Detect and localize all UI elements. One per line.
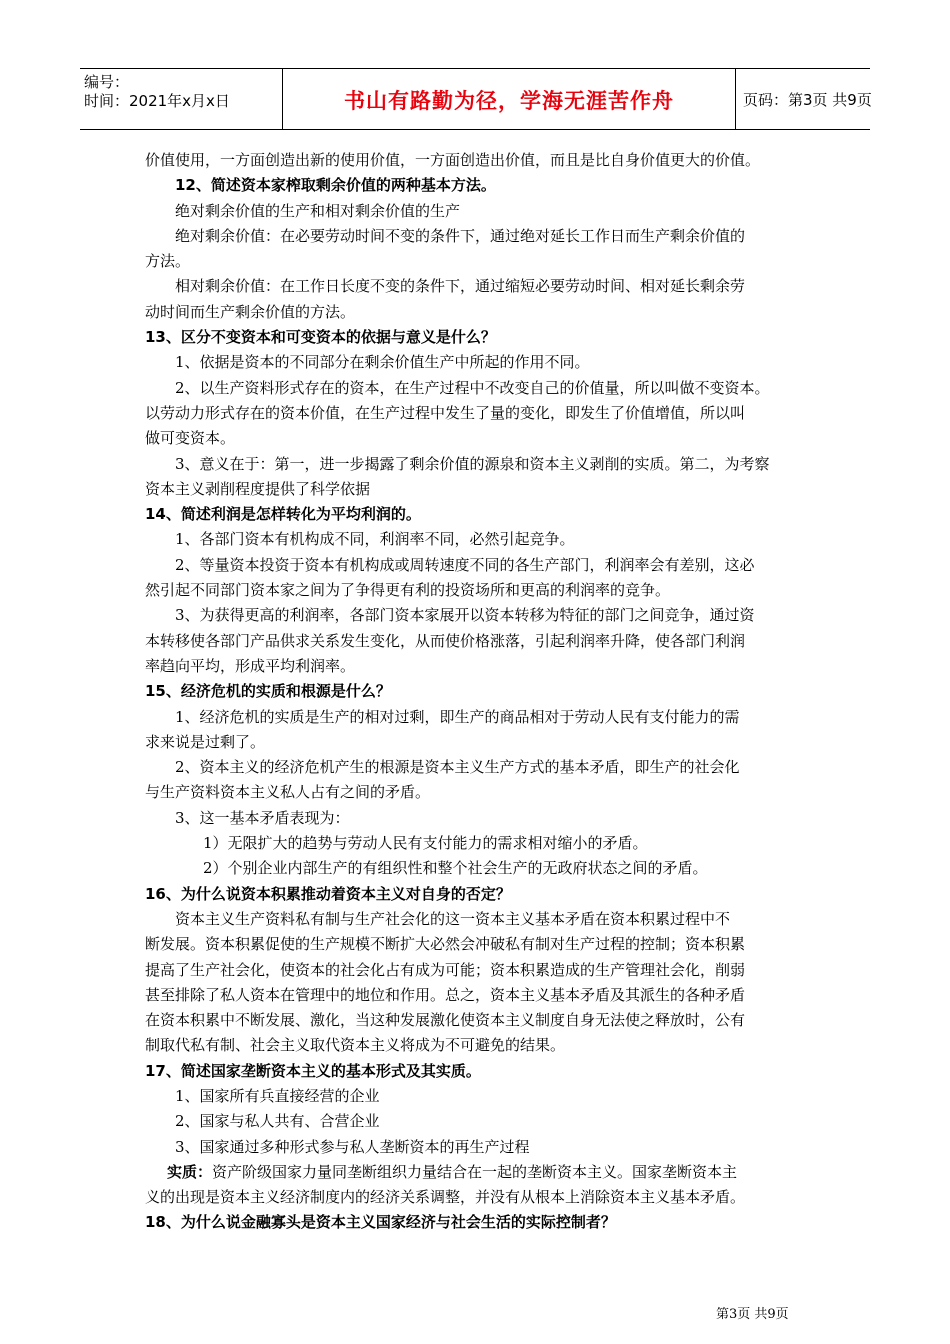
paragraph-line: 提高了生产社会化，使资本的社会化占有成为可能；资本积累造成的生产管理社会化，削弱 <box>145 960 746 979</box>
paragraph-line: 与生产资料资本主义私人占有之间的矛盾。 <box>145 783 431 802</box>
question-heading: 18、为什么说金融寡头是资本主义国家经济与社会生活的实际控制者？ <box>145 1213 616 1232</box>
paragraph-line: 2、等量资本投资于资本有机构成或周转速度不同的各生产部门，利润率会有差别，这必 <box>175 555 755 574</box>
list-item: 1）无限扩大的趋势与劳动人民有支付能力的需求相对缩小的矛盾。 <box>203 834 648 853</box>
paragraph-line: 方法。 <box>145 252 191 271</box>
paragraph-line: 绝对剩余价值：在必要劳动时间不变的条件下，通过绝对延长工作日而生产剩余价值的 <box>175 226 746 245</box>
header-page-number: 页码：第3页 共9页 <box>743 91 872 109</box>
question-heading: 12、简述资本家榨取剩余价值的两种基本方法。 <box>175 176 496 195</box>
question-heading: 13、区分不变资本和可变资本的依据与意义是什么？ <box>145 328 496 347</box>
essence-text: 资产阶级国家力量同垄断组织力量结合在一起的垄断资本主义。国家垄断资本主 <box>212 1162 738 1181</box>
header-motto-cell <box>282 69 736 129</box>
header-page-cell <box>735 69 870 129</box>
paragraph-line: 本转移使各部门产品供求关系发生变化，从而使价格涨落，引起利润率升降，使各部门利润 <box>145 631 746 650</box>
paragraph-line: 断发展。资本积累促使的生产规模不断扩大必然会冲破私有制对生产过程的控制；资本积累 <box>145 935 746 954</box>
paragraph-line: 价值使用，一方面创造出新的使用价值，一方面创造出价值，而且是比自身价值更大的价值。 <box>145 151 761 169</box>
paragraph-line: 制取代私有制、社会主义取代资本主义将成为不可避免的结果。 <box>145 1036 566 1055</box>
paragraph-line: 1、依据是资本的不同部分在剩余价值生产中所起的作用不同。 <box>175 353 590 372</box>
paragraph-line: 绝对剩余价值的生产和相对剩余价值的生产 <box>175 201 461 220</box>
paragraph-line: 资本主义剥削程度提供了科学依据 <box>145 479 371 498</box>
list-item: 2）个别企业内部生产的有组织性和整个社会生产的无政府状态之间的矛盾。 <box>203 859 708 878</box>
paragraph-line: 2、国家与私人共有、合营企业 <box>175 1112 380 1131</box>
paragraph-line: 然引起不同部门资本家之间为了争得更有利的投资场所和更高的利润率的竞争。 <box>145 581 671 600</box>
question-heading: 17、简述国家垄断资本主义的基本形式及其实质。 <box>145 1061 481 1080</box>
question-heading: 16、为什么说资本积累推动着资本主义对自身的否定？ <box>145 884 511 903</box>
paragraph-line: 义的出现是资本主义经济制度内的经济关系调整，并没有从根本上消除资本主义基本矛盾。 <box>145 1188 746 1207</box>
paragraph-line: 相对剩余价值：在工作日长度不变的条件下，通过缩短必要劳动时间、相对延长剩余劳 <box>175 277 746 296</box>
paragraph-line: 以劳动力形式存在的资本价值，在生产过程中发生了量的变化，即发生了价值增值，所以叫 <box>145 403 746 422</box>
essence-line <box>145 1160 810 1185</box>
paragraph-line: 动时间而生产剩余价值的方法。 <box>145 302 356 321</box>
number-label: 编号： <box>84 73 130 91</box>
paragraph-line: 1、各部门资本有机构成不同，利润率不同，必然引起竞争。 <box>175 530 575 549</box>
question-heading: 15、经济危机的实质和根源是什么？ <box>145 682 391 701</box>
paragraph-line: 3、为获得更高的利润率，各部门资本家展开以资本转移为特征的部门之间竞争，通过资 <box>175 606 755 625</box>
question-heading: 14、简述利润是怎样转化为平均利润的。 <box>145 505 421 524</box>
paragraph-line: 在资本积累中不断发展、激化，当这种发展激化使资本主义制度自身无法使之释放时，公有 <box>145 1011 746 1030</box>
paragraph-line: 3、意义在于：第一，进一步揭露了剩余价值的源泉和资本主义剥削的实质。第二，为考察 <box>175 454 770 473</box>
paragraph-line: 甚至排除了私人资本在管理中的地位和作用。总之，资本主义基本矛盾及其派生的各种矛盾 <box>145 985 746 1004</box>
paragraph-line: 2、资本主义的经济危机产生的根源是资本主义生产方式的基本矛盾，即生产的社会化 <box>175 758 740 777</box>
time-label: 时间：2021年x月x日 <box>84 92 230 110</box>
paragraph-line: 资本主义生产资料私有制与生产社会化的这一资本主义基本矛盾在资本积累过程中不 <box>175 909 731 928</box>
page-footer: 第3页 共9页 <box>716 1307 789 1322</box>
motto: 书山有路勤为径，学海无涯苦作舟 <box>344 89 674 113</box>
paragraph-line: 1、经济危机的实质是生产的相对过剩，即生产的商品相对于劳动人民有支付能力的需 <box>175 707 740 726</box>
page-header <box>80 68 870 130</box>
paragraph-line: 3、国家通过多种形式参与私人垄断资本的再生产过程 <box>175 1137 530 1156</box>
paragraph-line: 3、这一基本矛盾表现为： <box>175 808 350 827</box>
paragraph-line: 率趋向平均，形成平均利润率。 <box>145 656 356 675</box>
header-meta-cell <box>80 69 282 129</box>
paragraph-line: 1、国家所有兵直接经营的企业 <box>175 1086 380 1105</box>
paragraph-line: 2、以生产资料形式存在的资本，在生产过程中不改变自己的价值量，所以叫做不变资本。 <box>175 378 770 397</box>
paragraph-line: 求来说是过剩了。 <box>145 732 266 751</box>
paragraph-line: 做可变资本。 <box>145 429 236 448</box>
document-body <box>145 148 810 1236</box>
essence-label: 实质： <box>167 1162 213 1181</box>
